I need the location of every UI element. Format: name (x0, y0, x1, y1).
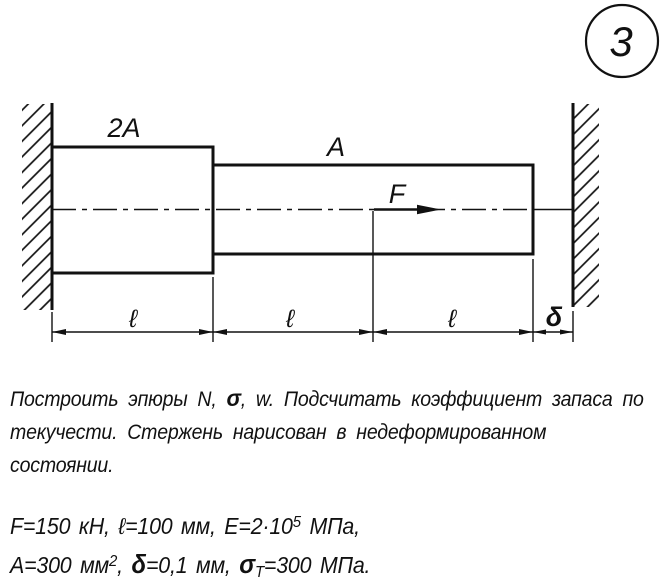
given-area: A=300 мм (10, 552, 110, 578)
given-data (10, 508, 370, 586)
given-sep: , (117, 552, 132, 578)
problem-line-3: состоянии. (10, 454, 114, 477)
task-number: 3 (609, 18, 633, 65)
dim-label-l2: ℓ (285, 305, 295, 333)
dim-label-l1: ℓ (128, 305, 138, 333)
given-delta-value: =0,1 мм, (145, 552, 240, 578)
exponent-5: 5 (292, 512, 301, 531)
problem-line1-post: , w. Подсчитать коэффициент запаса по (240, 388, 644, 411)
problem-statement (10, 382, 644, 482)
dim-label-l3: ℓ (447, 305, 457, 333)
right-support-hatch (573, 104, 599, 307)
given-mpa: МПа, (300, 513, 360, 539)
given-line-1 (10, 508, 370, 547)
exponent-2: 2 (109, 551, 118, 570)
sigma-t-subscript: Т (254, 563, 264, 582)
force-label: F (388, 179, 406, 209)
section-2a-label: 2A (107, 113, 141, 143)
section-a-label: A (326, 132, 346, 162)
given-line-2 (10, 547, 370, 586)
force-arrow-head (417, 205, 441, 214)
delta-symbol: δ (131, 551, 146, 579)
given-yield-value: =300 МПа. (263, 552, 371, 578)
problem-line1-pre: Построить эпюры N, (10, 388, 227, 411)
left-support-hatch (22, 104, 52, 310)
sigma-symbol: σ (226, 385, 241, 411)
sigma-t-symbol: σ (239, 551, 255, 579)
problem-line-2: текучести. Стержень нарисован в недеформированном (10, 421, 547, 444)
given-f-l-e: F=150 кН, ℓ=100 мм, E=2·10 (10, 513, 293, 539)
problem-line-1 (10, 382, 644, 416)
dim-label-gap: δ (545, 302, 563, 332)
